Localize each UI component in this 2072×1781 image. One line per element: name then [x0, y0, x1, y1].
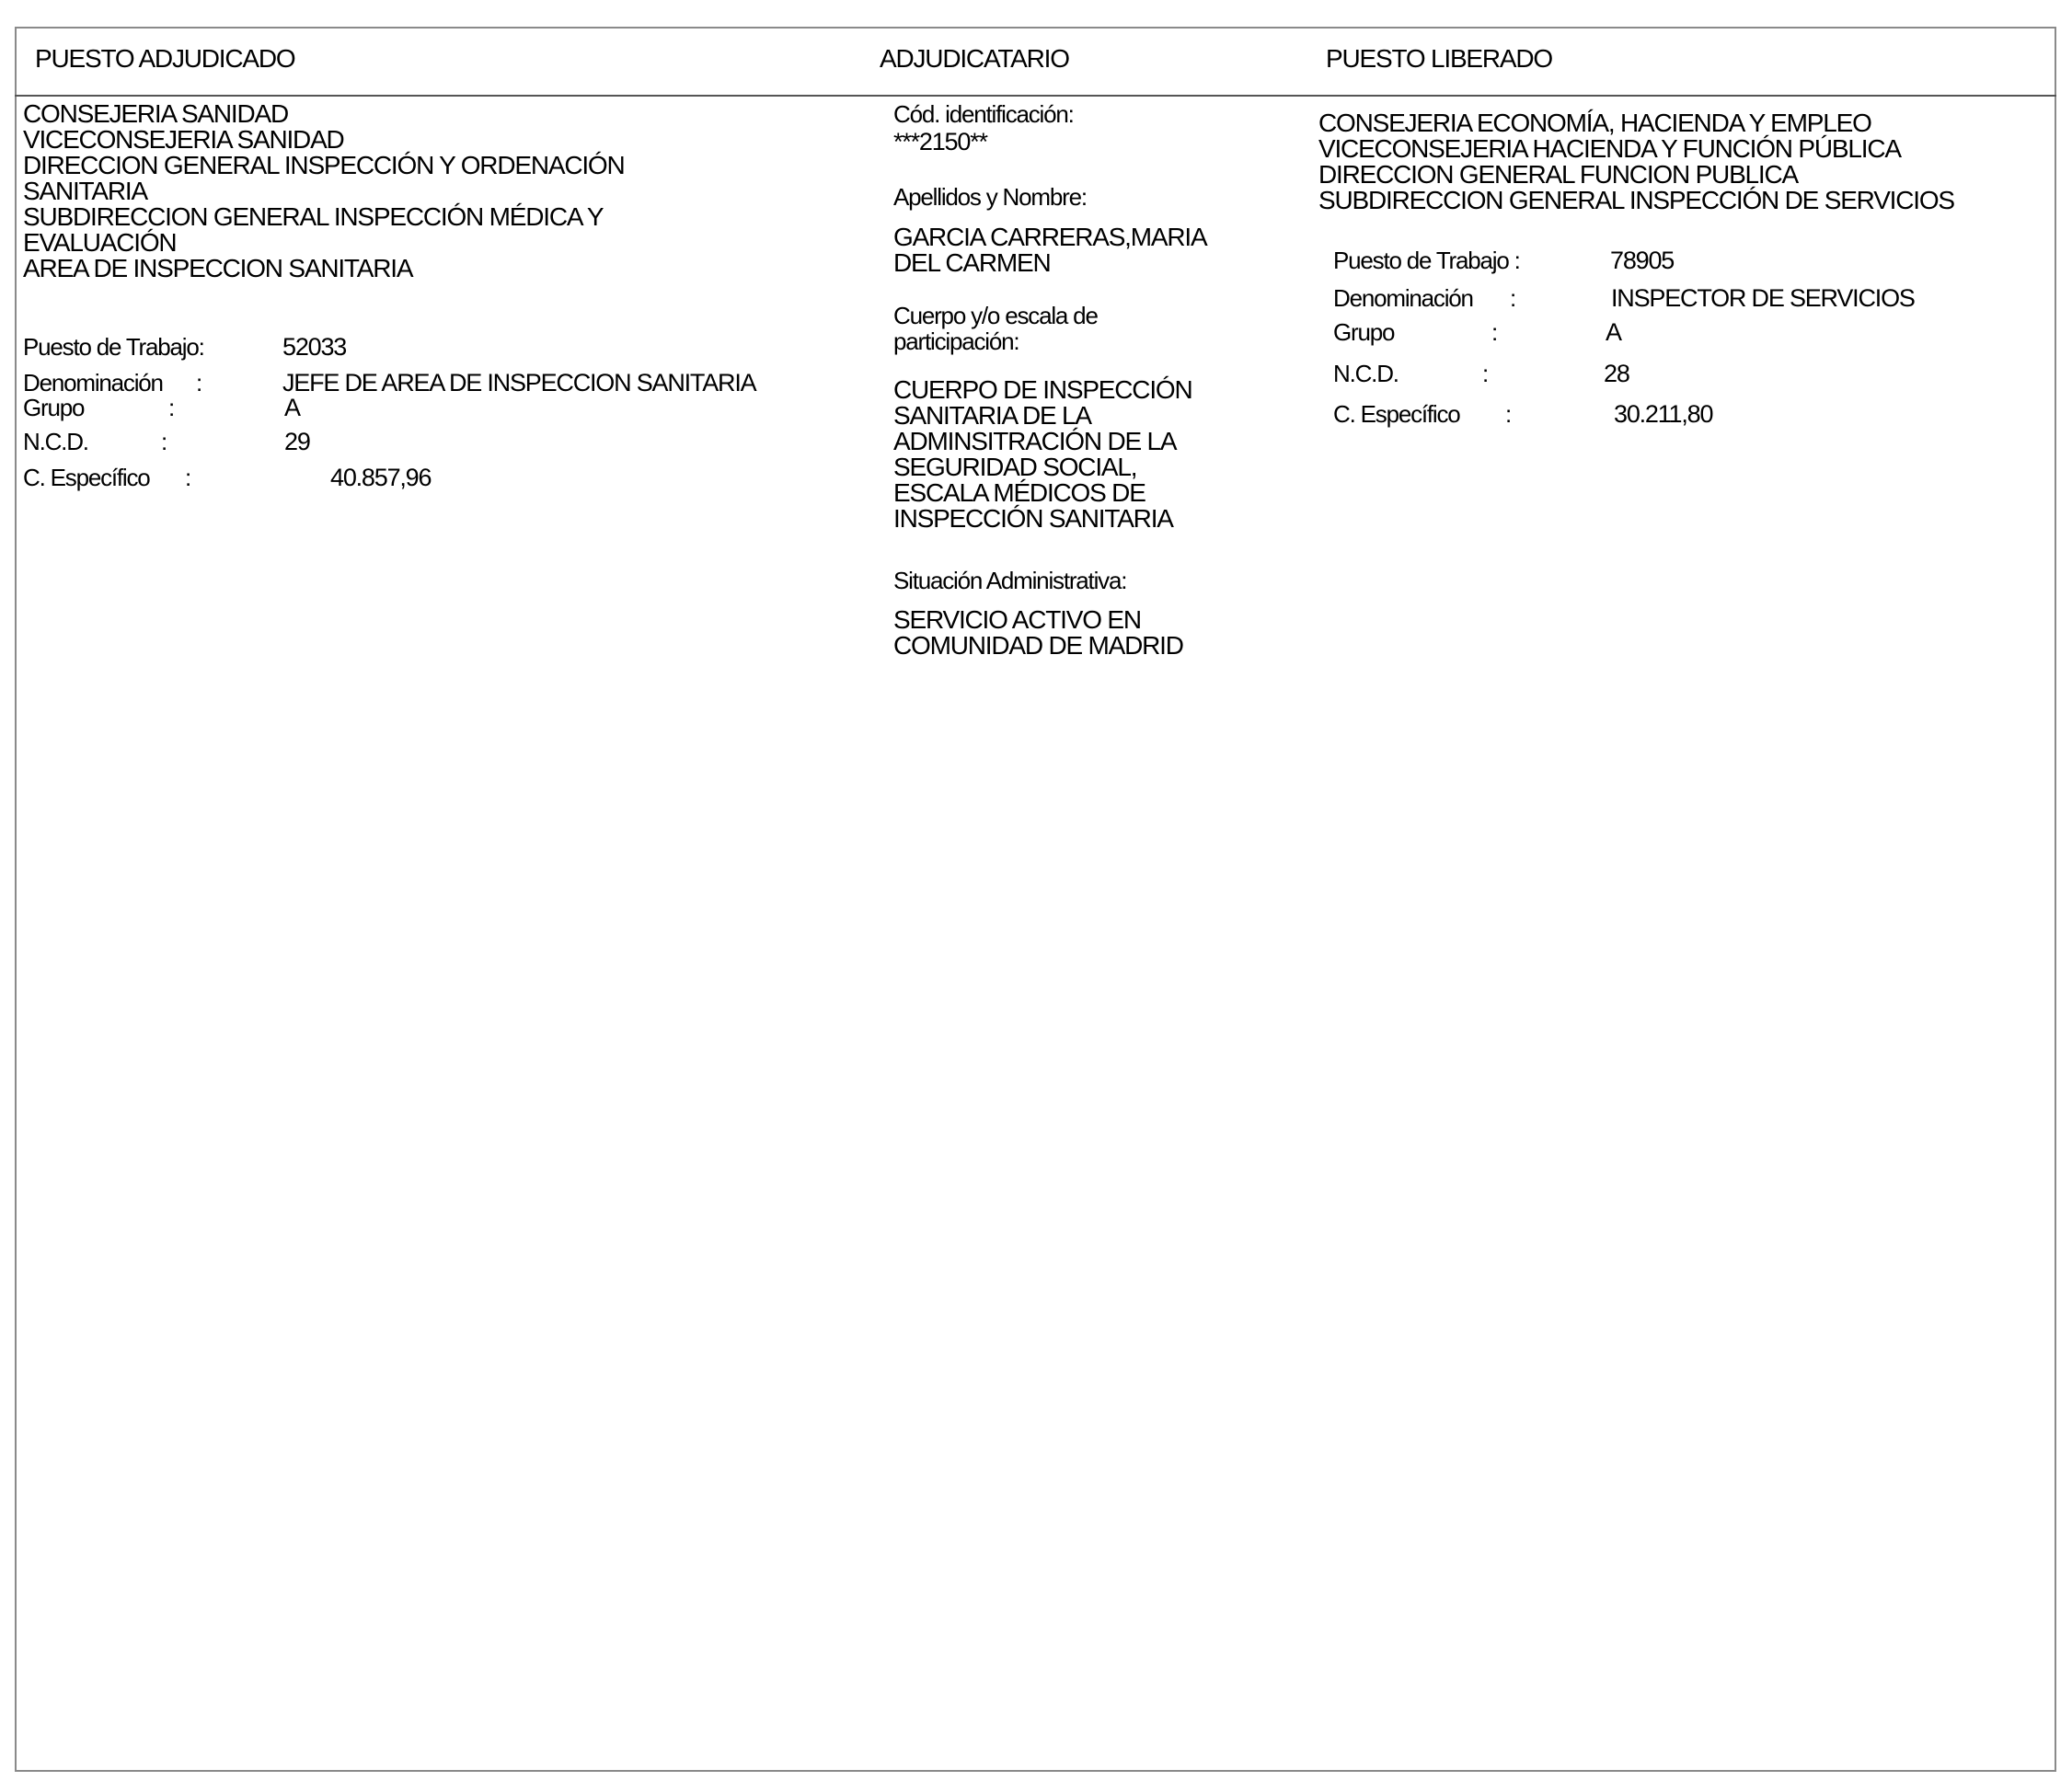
situacion-line: COMUNIDAD DE MADRID	[893, 631, 1183, 660]
name-line: DEL CARMEN	[893, 248, 1051, 277]
cod-identificacion-label: Cód. identificación:	[893, 100, 1074, 128]
adjudicado-denominacion-value: JEFE DE AREA DE INSPECCION SANITARIA	[282, 369, 756, 396]
cuerpo-line: SANITARIA DE LA	[893, 401, 1091, 430]
liberado-ncd-label: N.C.D.	[1333, 360, 1399, 387]
label-line: participación:	[893, 327, 1019, 355]
colon: :	[168, 394, 175, 421]
adjudicado-especifico-value: 40.857,96	[330, 464, 432, 491]
adjudicado-puesto-value: 52033	[282, 333, 347, 361]
org-line: AREA DE INSPECCION SANITARIA	[23, 254, 413, 282]
org-line: EVALUACIÓN	[23, 228, 177, 257]
org-line: VICECONSEJERIA SANIDAD	[23, 125, 344, 154]
org-line: SUBDIRECCION GENERAL INSPECCIÓN MÉDICA Y	[23, 202, 604, 231]
adjudicado-grupo-value: A	[284, 394, 300, 421]
adjudicado-especifico-label: C. Específico	[23, 464, 150, 491]
liberado-puesto-label: Puesto de Trabajo :	[1333, 247, 1520, 274]
liberado-especifico-value: 30.211,80	[1614, 400, 1713, 428]
cuerpo-escala-label	[893, 303, 1098, 354]
cuerpo-line: ADMINSITRACIÓN DE LA	[893, 427, 1177, 455]
colon: :	[161, 428, 167, 455]
adjudicado-ncd-value: 29	[284, 428, 310, 455]
header-adjudicatario: ADJUDICATARIO	[880, 44, 1069, 73]
situacion-administrativa-label: Situación Administrativa:	[893, 567, 1127, 594]
cuerpo-line: INSPECCIÓN SANITARIA	[893, 504, 1173, 533]
header-puesto-adjudicado: PUESTO ADJUDICADO	[35, 44, 295, 73]
header-puesto-liberado: PUESTO LIBERADO	[1326, 44, 1553, 73]
situacion-administrativa-value	[893, 607, 1183, 659]
apellidos-nombre-value	[893, 224, 1206, 276]
adjudicado-puesto-label: Puesto de Trabajo:	[23, 333, 204, 361]
org-line: CONSEJERIA SANIDAD	[23, 99, 289, 128]
adjudicado-organization	[23, 101, 625, 282]
colon: :	[185, 464, 191, 491]
adjudicado-ncd-label: N.C.D.	[23, 428, 88, 455]
colon: :	[1505, 400, 1512, 428]
org-line: SANITARIA	[23, 177, 147, 205]
liberado-especifico-label: C. Específico	[1333, 400, 1460, 428]
cuerpo-escala-value	[893, 377, 1192, 532]
liberado-denominacion-label: Denominación	[1333, 284, 1473, 312]
org-line: SUBDIRECCION GENERAL INSPECCIÓN DE SERVICIOS	[1318, 186, 1954, 214]
adjudicado-grupo-label: Grupo	[23, 394, 85, 421]
label-line: Cuerpo y/o escala de	[893, 302, 1098, 329]
liberado-ncd-value: 28	[1604, 360, 1629, 387]
header-divider	[15, 95, 2056, 97]
adjudicado-denominacion-label: Denominación	[23, 369, 163, 396]
colon: :	[1482, 360, 1489, 387]
cuerpo-line: ESCALA MÉDICOS DE	[893, 478, 1145, 507]
colon: :	[1491, 318, 1498, 346]
org-line: CONSEJERIA ECONOMÍA, HACIENDA Y EMPLEO	[1318, 109, 1871, 137]
liberado-grupo-value: A	[1606, 318, 1621, 346]
name-line: GARCIA CARRERAS,MARIA	[893, 223, 1207, 251]
liberado-denominacion-value: INSPECTOR DE SERVICIOS	[1611, 284, 1915, 312]
org-line: DIRECCION GENERAL FUNCION PUBLICA	[1318, 160, 1799, 189]
colon: :	[1510, 284, 1516, 312]
liberado-puesto-value: 78905	[1610, 247, 1675, 274]
org-line: DIRECCION GENERAL INSPECCIÓN Y ORDENACIÓN	[23, 151, 625, 179]
org-line: VICECONSEJERIA HACIENDA Y FUNCIÓN PÚBLICA	[1318, 134, 1901, 163]
cod-identificacion-value: ***2150**	[893, 128, 987, 155]
liberado-grupo-label: Grupo	[1333, 318, 1395, 346]
cuerpo-line: SEGURIDAD SOCIAL,	[893, 453, 1137, 481]
apellidos-nombre-label: Apellidos y Nombre:	[893, 183, 1087, 211]
cuerpo-line: CUERPO DE INSPECCIÓN	[893, 375, 1192, 404]
liberado-organization	[1318, 110, 1954, 213]
colon: :	[196, 369, 202, 396]
situacion-line: SERVICIO ACTIVO EN	[893, 605, 1141, 634]
